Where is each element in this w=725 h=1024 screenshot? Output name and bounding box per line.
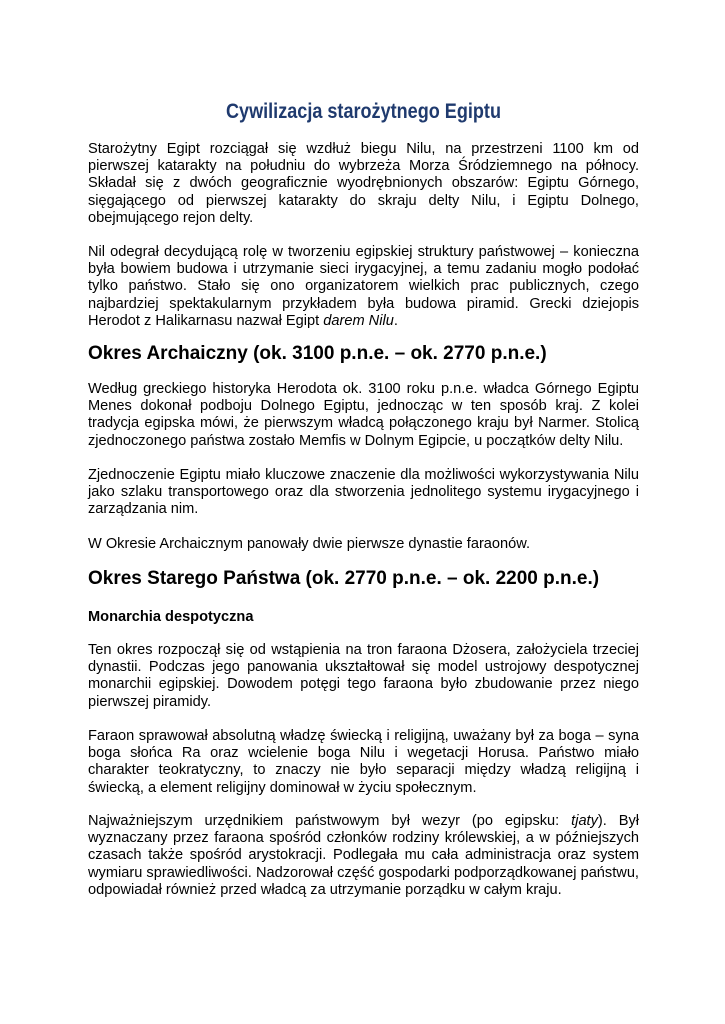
subheading-despotic-monarchy: Monarchia despotyczna: [88, 609, 254, 625]
document-title: Cywilizacja starożytnego Egiptu: [226, 100, 501, 123]
archaic-paragraph-2: Zjednoczenie Egiptu miało kluczowe znaczenie dla możliwości wykorzystywania Nilu jako szlaku transportowego oraz dla stworzenia jednolitego systemu irygacyjnego i zarządzania nim.: [88, 467, 639, 518]
old-kingdom-paragraph-3-end: ). Był wyznaczany przez faraona spośród członków rodziny królewskiej, a w późniejszych czasach także spośród arystokracji. Podlegała mu cała administracja oraz system wymiaru sprawiedliwości. Nadzorował część gospodarki podporządkowanej państwu, odpowiadał również przed władcą za utrzymanie porządku w całym kraju.: [88, 813, 639, 898]
archaic-paragraph-1: Według greckiego historyka Herodota ok. 3100 roku p.n.e. władca Górnego Egiptu Menes dokonał podboju Dolnego Egiptu, jednocząc w ten sposób kraj. Z kolei tradycja egipska mówi, że pierwszym władcą połączonego kraju był Narmer. Stolicą zjednoczonego państwa zostało Memfis w Dolnym Egipcie, u początków delty Nilu.: [88, 381, 639, 449]
intro-paragraph-2: [88, 244, 639, 330]
intro-paragraph-2-end: .: [393, 312, 398, 329]
section-heading-old-kingdom: Okres Starego Państwa (ok. 2770 p.n.e. – ok. 2200 p.n.e.): [88, 568, 600, 589]
old-kingdom-paragraph-3-text: Najważniejszym urzędnikiem państwowym był wezyr (po egipsku:: [88, 813, 572, 829]
old-kingdom-paragraph-2: Faraon sprawował absolutną władzę świecką i religijną, uważany był za boga – syna boga słońca Ra oraz wcielenie boga Nilu i wegetacji Horusa. Państwo miało charakter teokratyczny, to znaczy nie było separacji między władzą religijną i świecką, a element religijny dominował w życiu społecznym.: [88, 728, 639, 796]
intro-paragraph-1: Starożytny Egipt rozciągał się wzdłuż biegu Nilu, na przestrzeni 1100 km od pierwszej katarakty na południu do wybrzeża Morza Śródziemnego na północy. Składał się z dwóch geograficznie wyodrębnionych obszarów: Egiptu Górnego, sięgającego od pierwszej katarakty do skraju delty Nilu, i Egiptu Dolnego, obejmującego rejon delty.: [88, 141, 639, 226]
intro-paragraph-2-italic: darem Nilu: [323, 312, 394, 329]
section-heading-archaic: Okres Archaiczny (ok. 3100 p.n.e. – ok. 2770 p.n.e.): [88, 343, 547, 364]
old-kingdom-paragraph-3: [88, 813, 639, 899]
intro-paragraph-2-text: Nil odegrał decydującą rolę w tworzeniu egipskiej struktury państwowej – konieczna była bowiem budowa i utrzymanie sieci irygacyjnej, a temu zadaniu mogło podołać tylko państwo. Stało się ono organizatorem wielkich prac publicznych, czego najbardziej spektakularnym przykładem była budowa piramid. Grecki dziejopis Herodot z Halikarnasu nazwał Egipt: [88, 244, 639, 329]
archaic-paragraph-3: W Okresie Archaicznym panowały dwie pierwsze dynastie faraonów.: [88, 536, 531, 552]
old-kingdom-paragraph-3-italic: tjaty: [571, 813, 598, 829]
old-kingdom-paragraph-1: Ten okres rozpoczął się od wstąpienia na tron faraona Dżosera, założyciela trzeciej dynastii. Podczas jego panowania ukształtował się model ustrojowy despotycznej monarchii egipskiej. Dowodem potęgi tego faraona było zbudowanie przez niego pierwszej piramidy.: [88, 642, 639, 710]
